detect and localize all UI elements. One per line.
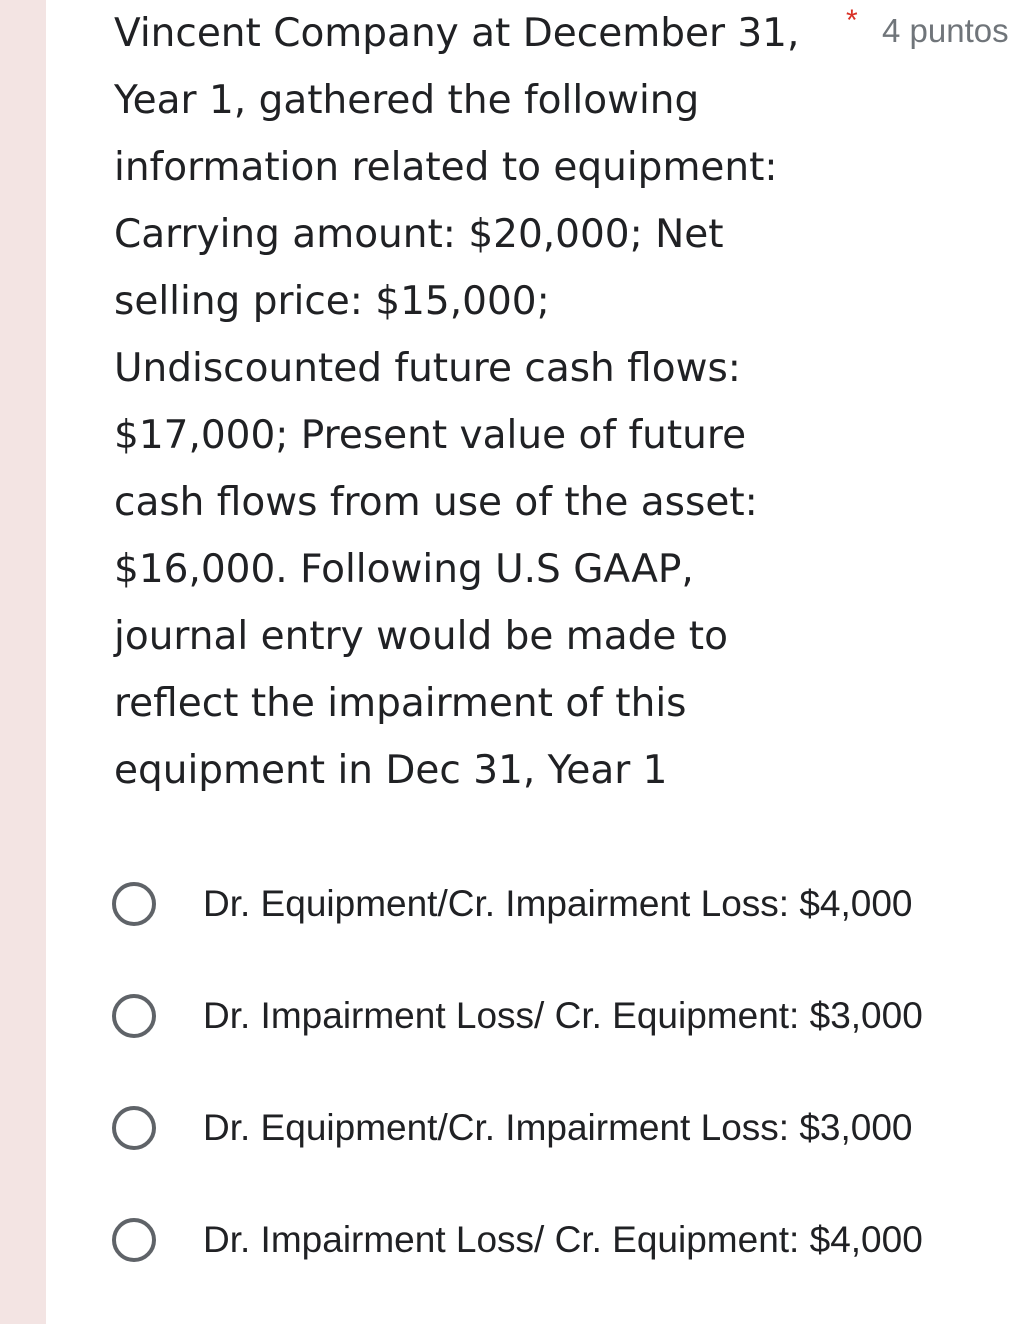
- question-card: [46, 0, 1034, 1324]
- points-label: 4 puntos: [882, 12, 1009, 49]
- answer-option[interactable]: [112, 960, 1032, 1072]
- answer-option[interactable]: [112, 1184, 1032, 1296]
- answer-option-label: Dr. Equipment/Cr. Impairment Loss: $3,000: [203, 1107, 913, 1148]
- answer-option[interactable]: [112, 848, 1032, 960]
- required-marker: *: [846, 4, 858, 37]
- answer-option[interactable]: [112, 1072, 1032, 1184]
- question-line: Undiscounted future cash flows:: [114, 346, 741, 391]
- question-line: journal entry would be made to: [114, 614, 728, 659]
- left-accent-strip: [0, 0, 46, 1324]
- answer-option-label: Dr. Equipment/Cr. Impairment Loss: $4,000: [203, 883, 913, 924]
- answer-option-label: Dr. Impairment Loss/ Cr. Equipment: $3,000: [203, 995, 923, 1036]
- radio-button[interactable]: [112, 1106, 156, 1150]
- question-text: [114, 0, 834, 804]
- radio-button[interactable]: [112, 1218, 156, 1262]
- answer-option-label: Dr. Impairment Loss/ Cr. Equipment: $4,000: [203, 1219, 923, 1260]
- question-line: Carrying amount: $20,000; Net: [114, 212, 724, 257]
- question-line: cash flows from use of the asset:: [114, 480, 758, 525]
- question-line: reflect the impairment of this: [114, 681, 687, 726]
- question-line: information related to equipment:: [114, 145, 778, 190]
- answer-options: [112, 848, 1032, 1296]
- radio-button[interactable]: [112, 882, 156, 926]
- question-line: equipment in Dec 31, Year 1: [114, 748, 668, 793]
- question-line: Vincent Company at December 31,: [114, 11, 800, 56]
- radio-button[interactable]: [112, 994, 156, 1038]
- question-line: Year 1, gathered the following: [114, 78, 700, 123]
- question-line: selling price: $15,000;: [114, 279, 550, 324]
- question-line: $17,000; Present value of future: [114, 413, 747, 458]
- question-line: $16,000. Following U.S GAAP,: [114, 547, 694, 592]
